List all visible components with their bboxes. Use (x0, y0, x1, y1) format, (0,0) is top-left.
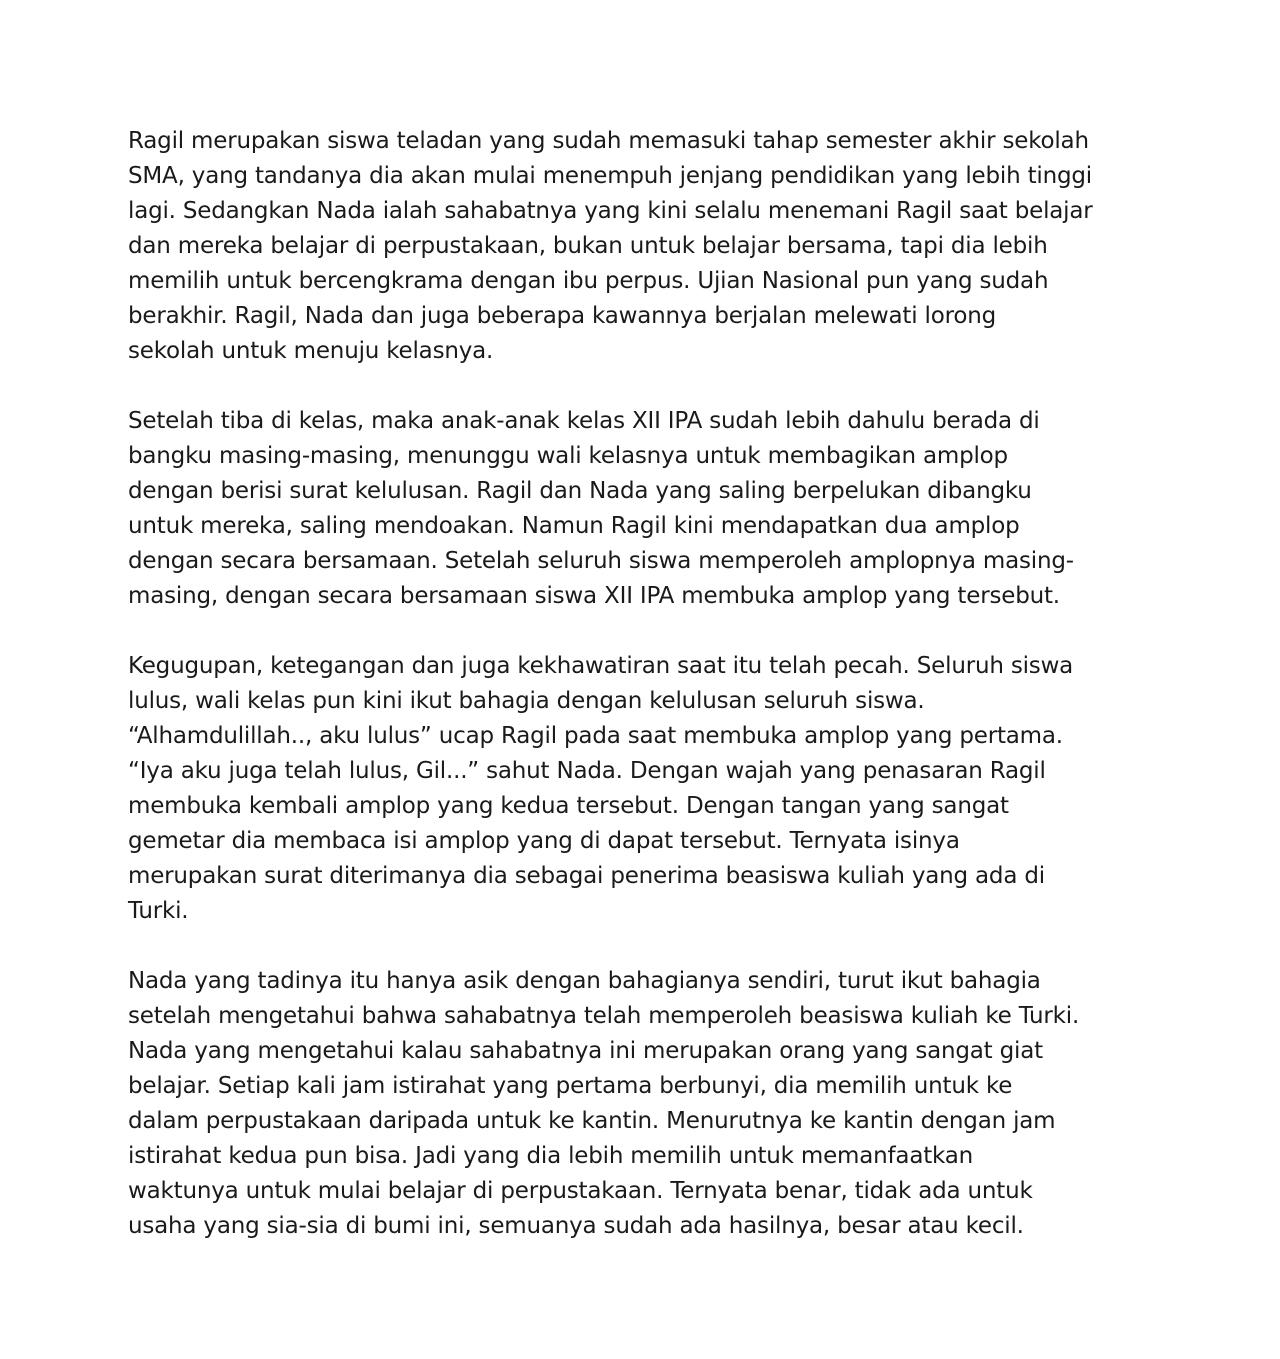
paragraph-2 (128, 404, 1158, 614)
text-line: Nada yang tadinya itu hanya asik dengan bahagianya sendiri, turut ikut bahagia (128, 968, 1041, 994)
text-line: dengan secara bersamaan. Setelah seluruh siswa memperoleh amplopnya masing- (128, 548, 1074, 574)
text-line: Nada yang mengetahui kalau sahabatnya ini merupakan orang yang sangat giat (128, 1038, 1043, 1064)
text-line: sekolah untuk menuju kelasnya. (128, 338, 494, 364)
text-line: dan mereka belajar di perpustakaan, bukan untuk belajar bersama, tapi dia lebih (128, 233, 1048, 259)
text-line: bangku masing-masing, menunggu wali kelasnya untuk membagikan amplop (128, 443, 1008, 469)
text-line: Setelah tiba di kelas, maka anak-anak kelas XII IPA sudah lebih dahulu berada di (128, 408, 1040, 434)
text-line: membuka kembali amplop yang kedua tersebut. Dengan tangan yang sangat (128, 793, 1009, 819)
text-line: belajar. Setiap kali jam istirahat yang pertama berbunyi, dia memilih untuk ke (128, 1073, 1013, 1099)
text-line: berakhir. Ragil, Nada dan juga beberapa kawannya berjalan melewati lorong (128, 303, 996, 329)
text-line: dengan berisi surat kelulusan. Ragil dan Nada yang saling berpelukan dibangku (128, 478, 1032, 504)
text-line: SMA, yang tandanya dia akan mulai menempuh jenjang pendidikan yang lebih tinggi (128, 163, 1092, 189)
document-page (128, 124, 1158, 1279)
text-line: masing, dengan secara bersamaan siswa XII IPA membuka amplop yang tersebut. (128, 583, 1060, 609)
text-line: Kegugupan, ketegangan dan juga kekhawatiran saat itu telah pecah. Seluruh siswa (128, 653, 1074, 679)
text-line: Turki. (128, 898, 189, 924)
text-line: merupakan surat diterimanya dia sebagai penerima beasiswa kuliah yang ada di (128, 863, 1045, 889)
paragraph-4 (128, 964, 1158, 1244)
text-line: “Iya aku juga telah lulus, Gil...” sahut Nada. Dengan wajah yang penasaran Ragil (128, 758, 1046, 784)
text-line: dalam perpustakaan daripada untuk ke kantin. Menurutnya ke kantin dengan jam (128, 1108, 1056, 1134)
text-line: usaha yang sia-sia di bumi ini, semuanya sudah ada hasilnya, besar atau kecil. (128, 1213, 1024, 1239)
text-line: lulus, wali kelas pun kini ikut bahagia dengan kelulusan seluruh siswa. (128, 688, 925, 714)
text-line: lagi. Sedangkan Nada ialah sahabatnya yang kini selalu menemani Ragil saat belajar (128, 198, 1093, 224)
text-line: setelah mengetahui bahwa sahabatnya telah memperoleh beasiswa kuliah ke Turki. (128, 1003, 1080, 1029)
paragraph-1 (128, 124, 1158, 369)
text-line: Ragil merupakan siswa teladan yang sudah memasuki tahap semester akhir sekolah (128, 128, 1089, 154)
text-line: “Alhamdulillah.., aku lulus” ucap Ragil pada saat membuka amplop yang pertama. (128, 723, 1063, 749)
text-line: untuk mereka, saling mendoakan. Namun Ragil kini mendapatkan dua amplop (128, 513, 1020, 539)
paragraph-3 (128, 649, 1158, 929)
text-line: memilih untuk bercengkrama dengan ibu perpus. Ujian Nasional pun yang sudah (128, 268, 1049, 294)
text-line: istirahat kedua pun bisa. Jadi yang dia lebih memilih untuk memanfaatkan (128, 1143, 974, 1169)
text-line: gemetar dia membaca isi amplop yang di dapat tersebut. Ternyata isinya (128, 828, 960, 854)
text-line: waktunya untuk mulai belajar di perpustakaan. Ternyata benar, tidak ada untuk (128, 1178, 1033, 1204)
